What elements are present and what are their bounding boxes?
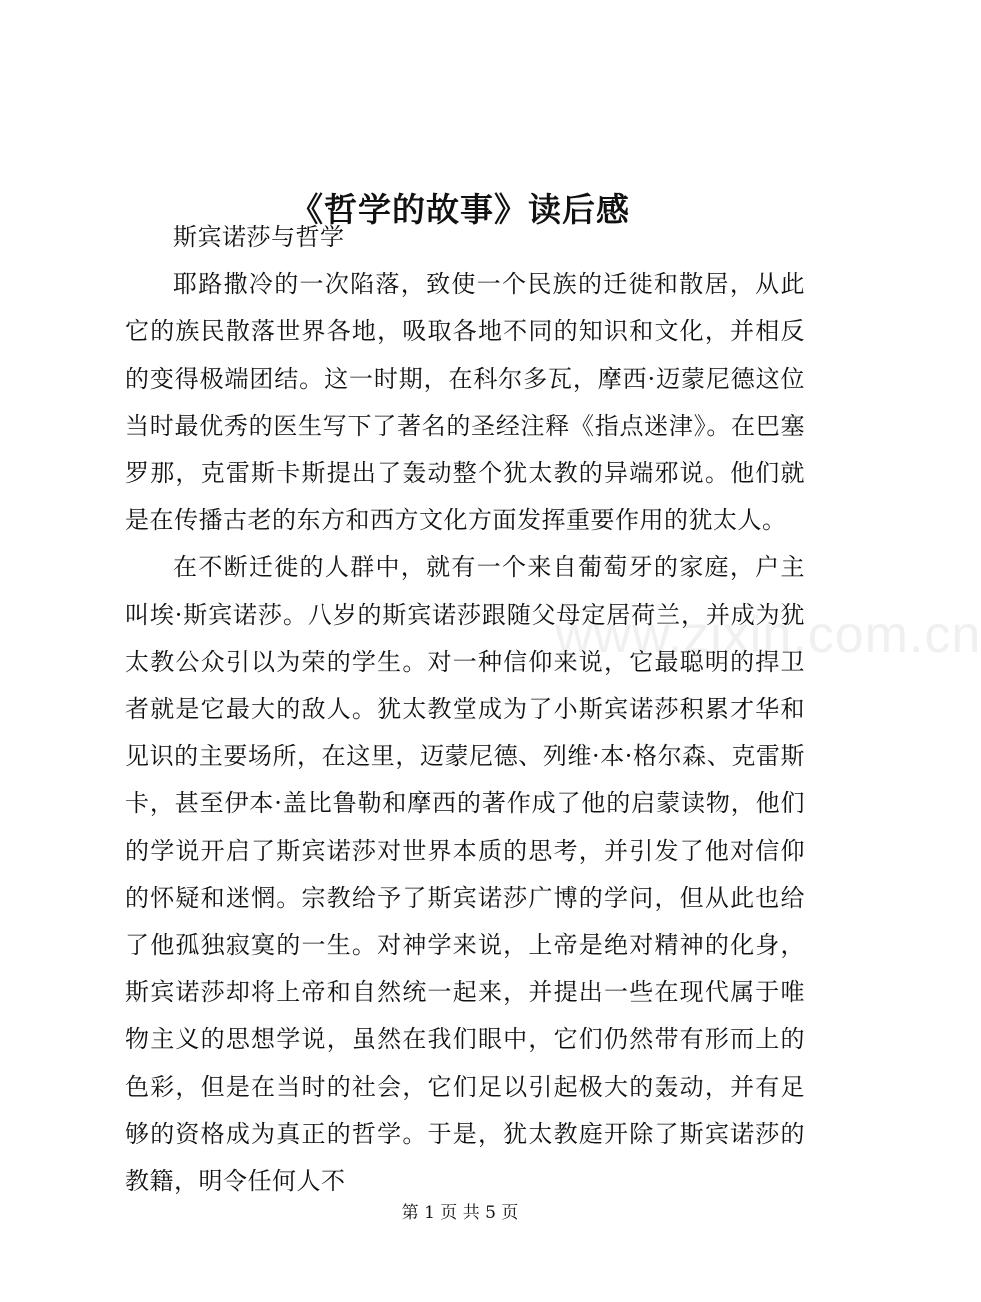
paragraph-2: 在不断迁徙的人群中，就有一个来自葡萄牙的家庭，户主叫埃·斯宾诺莎。八岁的斯宾诺莎跟随父母定居荷兰，并成为犹太教公众引以为荣的学生。对一种信仰来说，它最聪明的捍卫者就是它最大的敌人。犹太教堂成为了小斯宾诺莎积累才华和见识的主要场所，在这里，迈蒙尼德、列维·本·格尔森、克雷斯卡，甚至伊本·盖比鲁勒和摩西的著作成了他的启蒙读物，他们的学说开启了斯宾诺莎对世界本质的思考，并引发了他对信仰的怀疑和迷惘。宗教给予了斯宾诺莎广博的学问，但从此也给了他孤独寂寞的一生。对神学来说，上帝是绝对精神的化身，斯宾诺莎却将上帝和自然统一起来，并提出一些在现代属于唯物主义的思想学说，虽然在我们眼中，它们仍然带有形而上的色彩，但是在当时的社会，它们足以引起极大的轰动，并有足够的资格成为真正的哲学。于是，犹太教庭开除了斯宾诺莎的教籍，明令任何人不 [125, 553, 805, 1196]
document-title: 《哲学的故事》读后感 [290, 190, 630, 230]
watermark: www.zixin.com.cn [555, 606, 981, 664]
page-number: 第 1 页 [401, 1203, 458, 1223]
document-body [125, 214, 805, 1205]
paragraph-1: 耶路撒冷的一次陷落，致使一个民族的迁徙和散居，从此它的族民散落世界各地，吸取各地不同的知识和文化，并相反的变得极端团结。这一时期，在科尔多瓦，摩西·迈蒙尼德这位当时最优秀的医生写下了著名的圣经注释《指点迷津》。在巴塞罗那，克雷斯卡斯提出了轰动整个犹太教的异端邪说。他们就是在传播古老的东方和西方文化方面发挥重要作用的犹太人。 [125, 270, 805, 535]
page-total: 共 5 页 [462, 1203, 519, 1223]
page-footer [0, 1199, 920, 1227]
section-subtitle: 斯宾诺莎与哲学 [173, 223, 345, 251]
